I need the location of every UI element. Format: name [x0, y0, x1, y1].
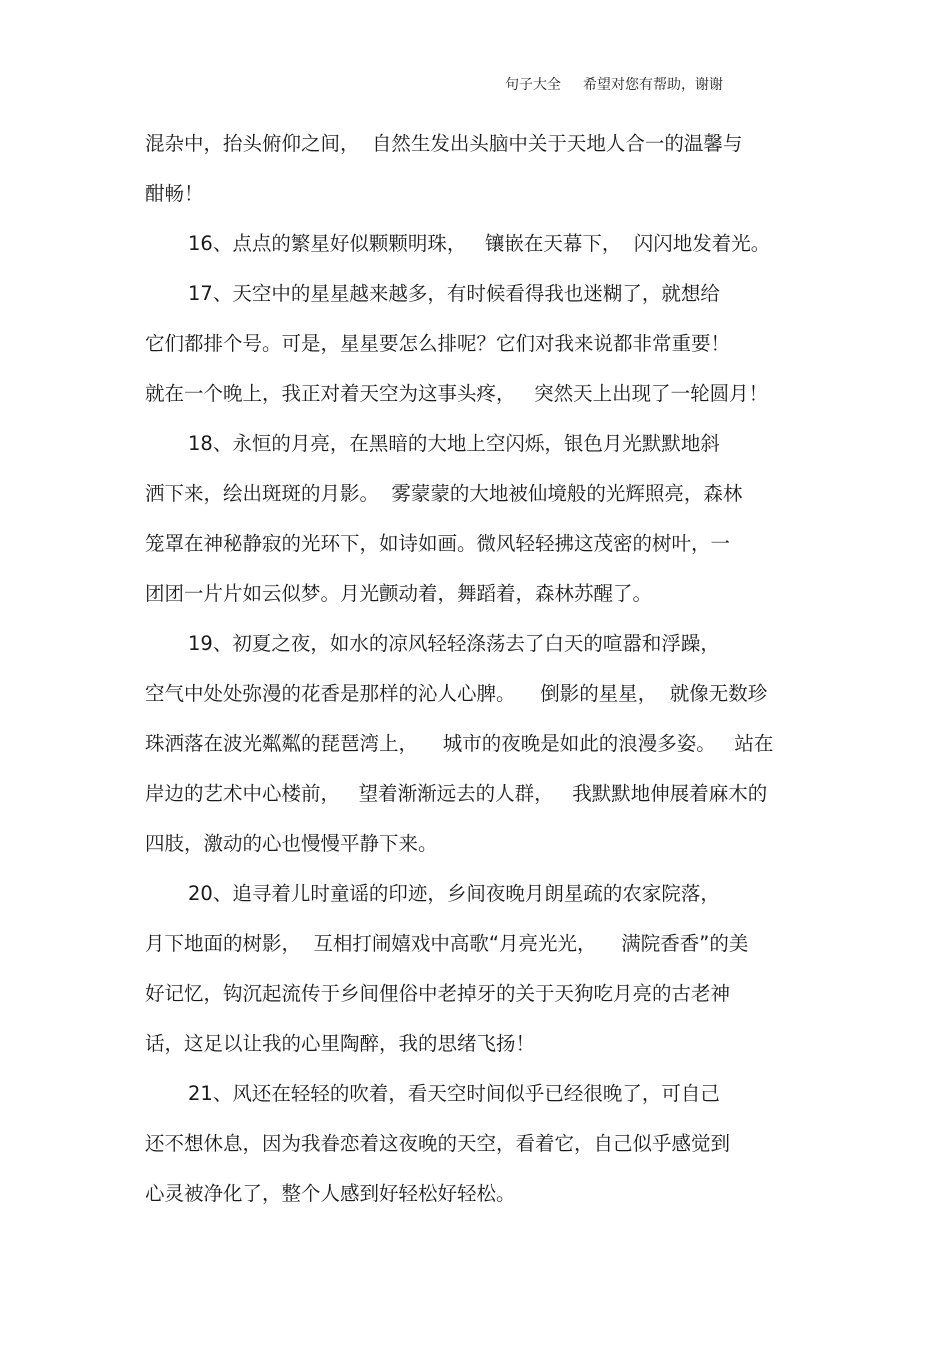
text-line: 月下地面的树影， 互相打闹嬉戏中高歌“月亮光光， 满院香香”的美 — [145, 932, 749, 955]
text-line: 还不想休息，因为我眷恋着这夜晚的天空，看着它，自己似乎感觉到 — [145, 1132, 731, 1155]
text-line: 四肢，激动的心也慢慢平静下来。 — [145, 832, 438, 855]
paragraph-19-line: 19、初夏之夜，如水的凉风轻轻涤荡去了白天的喧嚣和浮躁， — [188, 632, 720, 655]
header-note: 希望对您有帮助，谢谢 — [583, 77, 723, 93]
paragraph-16-line: 16、点点的繁星好似颗颗明珠， 镶嵌在天幕下， 闪闪地发着光。 — [188, 232, 771, 255]
paragraph-18-line: 18、永恒的月亮，在黑暗的大地上空闪烁，银色月光默默地斜 — [188, 432, 720, 455]
text-line: 岸边的艺术中心楼前， 望着渐渐远去的人群， 我默默地伸展着麻木的 — [145, 782, 768, 805]
text-line: 空气中处处弥漫的花香是那样的沁人心脾。 倒影的星星， 就像无数珍 — [145, 682, 768, 705]
paragraph-20-line: 20、追寻着儿时童谣的印迹，乡间夜晚月朗星疏的农家院落， — [188, 882, 720, 905]
paragraph-21-line: 21、风还在轻轻的吹着，看天空时间似乎已经很晚了，可自己 — [188, 1082, 720, 1105]
text-line: 洒下来，绘出斑斑的月影。 雾蒙蒙的大地被仙境般的光辉照亮，森林 — [145, 482, 743, 505]
text-line: 团团一片片如云似梦。月光颤动着，舞蹈着，森林苏醒了。 — [145, 582, 653, 605]
text-line: 它们都排个号。可是，星星要怎么排呢？它们对我来说都非常重要！ — [145, 332, 731, 355]
text-line: 混杂中，抬头俯仰之间， 自然生发出头脑中关于天地人合一的温馨与 — [145, 132, 743, 155]
text-line: 酣畅！ — [145, 182, 204, 205]
text-line: 话，这足以让我的心里陶醉，我的思绪飞扬！ — [145, 1032, 536, 1055]
text-line: 心灵被净化了，整个人感到好轻松好轻松。 — [145, 1182, 516, 1205]
page-header — [505, 74, 723, 94]
paragraph-17-line: 17、天空中的星星越来越多，有时候看得我也迷糊了，就想给 — [188, 282, 720, 305]
text-line: 珠洒落在波光粼粼的琵琶湾上， 城市的夜晚是如此的浪漫多姿。 站在 — [145, 732, 774, 755]
header-title: 句子大全 — [505, 77, 561, 93]
text-line: 笼罩在神秘静寂的光环下，如诗如画。微风轻轻拂这茂密的树叶，一 — [145, 532, 731, 555]
text-line: 就在一个晚上，我正对着天空为这事头疼， 突然天上出现了一轮圆月！ — [145, 382, 769, 405]
text-line: 好记忆，钩沉起流传于乡间俚俗中老掉牙的关于天狗吃月亮的古老神 — [145, 982, 731, 1005]
